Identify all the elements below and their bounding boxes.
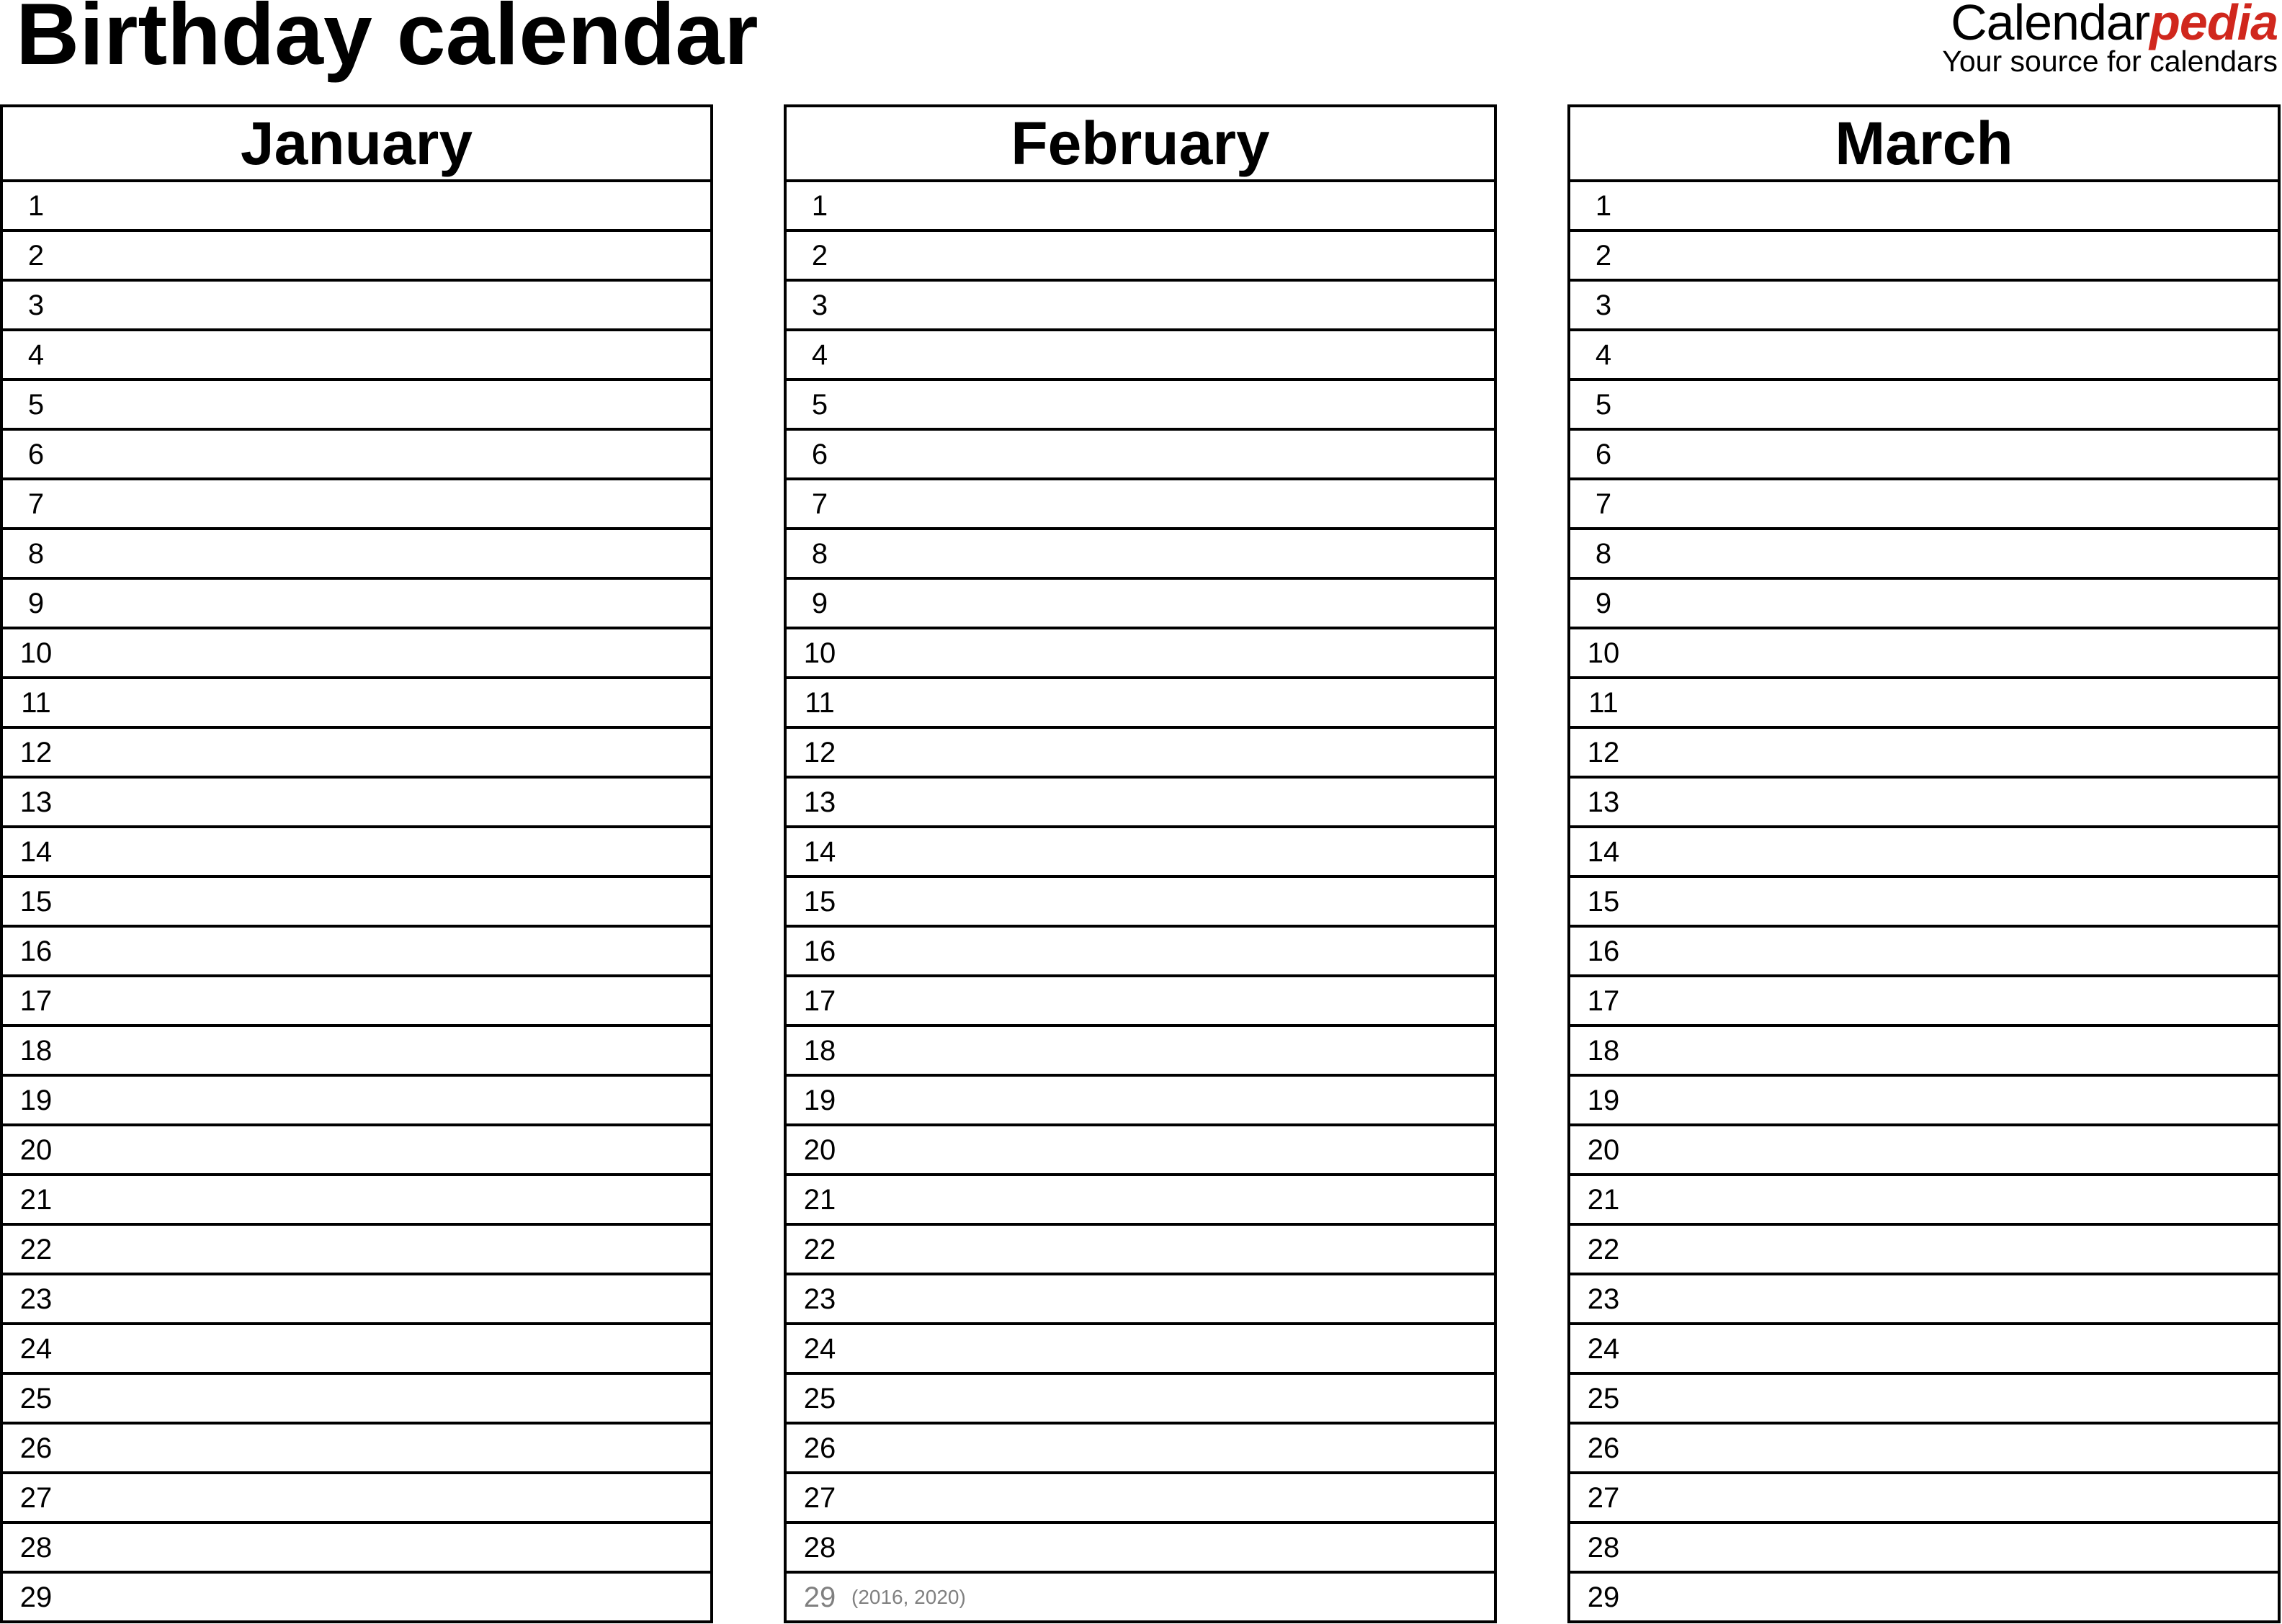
day-row[interactable] — [1570, 477, 2278, 527]
day-number: 25 — [1587, 1382, 1620, 1414]
day-row[interactable] — [3, 825, 710, 875]
day-number: 15 — [19, 885, 53, 918]
day-list — [787, 182, 1494, 1620]
day-row[interactable] — [787, 825, 1494, 875]
day-number: 22 — [19, 1233, 53, 1265]
day-row[interactable] — [3, 1024, 710, 1074]
day-number: 28 — [803, 1531, 836, 1564]
day-row[interactable] — [3, 925, 710, 974]
day-number: 11 — [805, 686, 835, 719]
day-number: 25 — [803, 1382, 836, 1414]
day-row[interactable] — [1570, 726, 2278, 776]
day-number: 27 — [1587, 1481, 1620, 1514]
day-number: 29 — [1587, 1581, 1620, 1613]
day-row[interactable] — [1570, 1422, 2278, 1471]
day-row[interactable] — [787, 1173, 1494, 1223]
day-row[interactable] — [1570, 1372, 2278, 1422]
day-number: 9 — [27, 587, 45, 619]
day-number: 4 — [1595, 338, 1612, 371]
day-row[interactable] — [1570, 1024, 2278, 1074]
day-number: 8 — [1595, 537, 1612, 570]
day-row[interactable] — [787, 1074, 1494, 1123]
day-number: 3 — [27, 289, 45, 321]
day-number: 24 — [19, 1332, 53, 1365]
day-row[interactable] — [787, 428, 1494, 477]
day-row[interactable] — [1570, 1123, 2278, 1173]
day-row[interactable] — [1570, 825, 2278, 875]
day-number: 14 — [1587, 835, 1620, 868]
day-row[interactable] — [1570, 1471, 2278, 1521]
day-number: 21 — [803, 1183, 836, 1216]
day-number: 11 — [21, 686, 51, 719]
day-row[interactable] — [3, 378, 710, 428]
day-row[interactable] — [1570, 577, 2278, 627]
day-row[interactable] — [3, 527, 710, 577]
day-number: 13 — [1587, 786, 1620, 818]
day-number: 10 — [1587, 637, 1620, 669]
day-number: 7 — [1595, 488, 1612, 520]
day-number: 27 — [803, 1481, 836, 1514]
day-row[interactable] — [787, 1471, 1494, 1521]
day-number: 7 — [811, 488, 828, 520]
day-row[interactable] — [787, 1571, 1494, 1620]
day-row[interactable] — [1570, 1223, 2278, 1273]
day-number: 22 — [1587, 1233, 1620, 1265]
day-row[interactable] — [3, 1422, 710, 1471]
day-number: 12 — [19, 736, 53, 768]
day-number: 4 — [811, 338, 828, 371]
day-row[interactable] — [3, 1521, 710, 1571]
day-number: 19 — [19, 1084, 53, 1116]
day-row[interactable] — [1570, 974, 2278, 1024]
day-list — [3, 182, 710, 1620]
day-number: 23 — [803, 1283, 836, 1315]
month-header: January — [3, 107, 710, 182]
day-row[interactable] — [3, 676, 710, 726]
day-number: 22 — [803, 1233, 836, 1265]
calendarpedia-logo[interactable] — [1942, 0, 2278, 78]
day-row[interactable] — [3, 477, 710, 527]
day-number: 1 — [811, 189, 828, 222]
day-number: 17 — [19, 984, 53, 1017]
day-row[interactable] — [1570, 676, 2278, 726]
day-row[interactable] — [1570, 1571, 2278, 1620]
day-number: 12 — [803, 736, 836, 768]
day-row[interactable] — [787, 676, 1494, 726]
day-number: 16 — [1587, 935, 1620, 967]
day-number: 14 — [19, 835, 53, 868]
day-number: 26 — [803, 1432, 836, 1464]
day-row[interactable] — [3, 1173, 710, 1223]
month-columns — [0, 104, 2282, 1624]
day-number: 13 — [803, 786, 836, 818]
day-number: 6 — [1595, 438, 1612, 470]
day-number: 24 — [1587, 1332, 1620, 1365]
day-number: 5 — [27, 388, 45, 421]
day-row[interactable] — [787, 726, 1494, 776]
day-row[interactable] — [3, 1123, 710, 1173]
month-january — [0, 104, 713, 1623]
day-row[interactable] — [1570, 527, 2278, 577]
day-row[interactable] — [787, 182, 1494, 229]
day-row[interactable] — [787, 1123, 1494, 1173]
day-number: 11 — [1588, 686, 1619, 719]
day-row[interactable] — [1570, 378, 2278, 428]
day-row[interactable] — [787, 627, 1494, 676]
day-number: 2 — [1595, 239, 1612, 272]
day-number: 2 — [811, 239, 828, 272]
day-row[interactable] — [1570, 1173, 2278, 1223]
day-number: 18 — [1587, 1034, 1620, 1067]
day-row[interactable] — [3, 974, 710, 1024]
day-row[interactable] — [3, 1074, 710, 1123]
day-row[interactable] — [3, 1471, 710, 1521]
day-row[interactable] — [787, 974, 1494, 1024]
day-number: 1 — [1595, 189, 1612, 222]
day-number: 20 — [19, 1134, 53, 1166]
day-number: 26 — [19, 1432, 53, 1464]
day-number: 10 — [803, 637, 836, 669]
day-number: 15 — [1587, 885, 1620, 918]
day-row[interactable] — [3, 1322, 710, 1372]
day-row[interactable] — [787, 1372, 1494, 1422]
month-header: February — [787, 107, 1494, 182]
day-number: 4 — [27, 338, 45, 371]
day-number: 9 — [811, 587, 828, 619]
day-row[interactable] — [1570, 428, 2278, 477]
logo-tagline: Your source for calendars — [1942, 45, 2278, 78]
day-number: 8 — [27, 537, 45, 570]
day-number: 21 — [19, 1183, 53, 1216]
day-row[interactable] — [3, 726, 710, 776]
day-number: 14 — [803, 835, 836, 868]
day-row[interactable] — [3, 627, 710, 676]
day-row[interactable] — [3, 229, 710, 279]
day-row[interactable] — [3, 428, 710, 477]
day-row[interactable] — [787, 875, 1494, 925]
day-row[interactable] — [1570, 925, 2278, 974]
day-number: 6 — [811, 438, 828, 470]
day-row[interactable] — [787, 577, 1494, 627]
day-row[interactable] — [1570, 182, 2278, 229]
day-row[interactable] — [1570, 776, 2278, 825]
day-row[interactable] — [1570, 279, 2278, 328]
day-row[interactable] — [3, 1223, 710, 1273]
day-row[interactable] — [1570, 1521, 2278, 1571]
day-number: 8 — [811, 537, 828, 570]
day-number: 16 — [19, 935, 53, 967]
day-row[interactable] — [787, 1223, 1494, 1273]
logo-word: Calendar — [1951, 0, 2150, 50]
day-row[interactable] — [1570, 1273, 2278, 1322]
day-row[interactable] — [787, 776, 1494, 825]
day-number: 26 — [1587, 1432, 1620, 1464]
day-number: 29 — [19, 1581, 53, 1613]
day-number: 23 — [19, 1283, 53, 1315]
day-number: 1 — [27, 189, 45, 222]
day-number: 6 — [27, 438, 45, 470]
day-number: 20 — [1587, 1134, 1620, 1166]
day-number: 12 — [1587, 736, 1620, 768]
day-number: 16 — [803, 935, 836, 967]
day-row[interactable] — [787, 1521, 1494, 1571]
day-row[interactable] — [3, 1571, 710, 1620]
day-number: 29 — [803, 1581, 836, 1613]
day-row[interactable] — [3, 577, 710, 627]
month-header: March — [1570, 107, 2278, 182]
day-row[interactable] — [3, 776, 710, 825]
day-row[interactable] — [3, 279, 710, 328]
month-february — [784, 104, 1497, 1623]
leap-year-note: (2016, 2020) — [851, 1585, 966, 1608]
day-number: 19 — [1587, 1084, 1620, 1116]
day-row[interactable] — [3, 1372, 710, 1422]
logo-word-accent: pedia — [2149, 0, 2278, 50]
day-row[interactable] — [1570, 875, 2278, 925]
logo-wordmark — [1942, 0, 2278, 50]
day-row[interactable] — [787, 1024, 1494, 1074]
day-row[interactable] — [787, 279, 1494, 328]
day-row[interactable] — [787, 328, 1494, 378]
day-row[interactable] — [3, 328, 710, 378]
day-row[interactable] — [1570, 627, 2278, 676]
day-number: 3 — [811, 289, 828, 321]
day-row[interactable] — [787, 1422, 1494, 1471]
day-row[interactable] — [787, 925, 1494, 974]
day-row[interactable] — [787, 229, 1494, 279]
day-number: 10 — [19, 637, 53, 669]
day-number: 20 — [803, 1134, 836, 1166]
day-number: 24 — [803, 1332, 836, 1365]
day-number: 27 — [19, 1481, 53, 1514]
day-number: 3 — [1595, 289, 1612, 321]
month-march — [1567, 104, 2281, 1623]
day-row[interactable] — [3, 182, 710, 229]
day-number: 28 — [19, 1531, 53, 1564]
day-row[interactable] — [787, 1322, 1494, 1372]
day-number: 5 — [811, 388, 828, 421]
day-row[interactable] — [787, 527, 1494, 577]
day-number: 2 — [27, 239, 45, 272]
day-row[interactable] — [787, 1273, 1494, 1322]
day-row[interactable] — [1570, 1074, 2278, 1123]
day-number: 23 — [1587, 1283, 1620, 1315]
day-number: 15 — [803, 885, 836, 918]
day-number: 28 — [1587, 1531, 1620, 1564]
day-row[interactable] — [3, 875, 710, 925]
day-number: 5 — [1595, 388, 1612, 421]
day-row[interactable] — [1570, 328, 2278, 378]
day-row[interactable] — [787, 477, 1494, 527]
day-row[interactable] — [1570, 1322, 2278, 1372]
day-row[interactable] — [3, 1273, 710, 1322]
day-row[interactable] — [787, 378, 1494, 428]
day-number: 17 — [1587, 984, 1620, 1017]
day-number: 17 — [803, 984, 836, 1017]
day-number: 25 — [19, 1382, 53, 1414]
day-number: 13 — [19, 786, 53, 818]
day-row[interactable] — [1570, 229, 2278, 279]
day-number: 21 — [1587, 1183, 1620, 1216]
day-number: 19 — [803, 1084, 836, 1116]
day-list — [1570, 182, 2278, 1620]
day-number: 9 — [1595, 587, 1612, 619]
day-number: 18 — [19, 1034, 53, 1067]
page-title: Birthday calendar — [16, 0, 759, 83]
day-number: 18 — [803, 1034, 836, 1067]
day-number: 7 — [27, 488, 45, 520]
